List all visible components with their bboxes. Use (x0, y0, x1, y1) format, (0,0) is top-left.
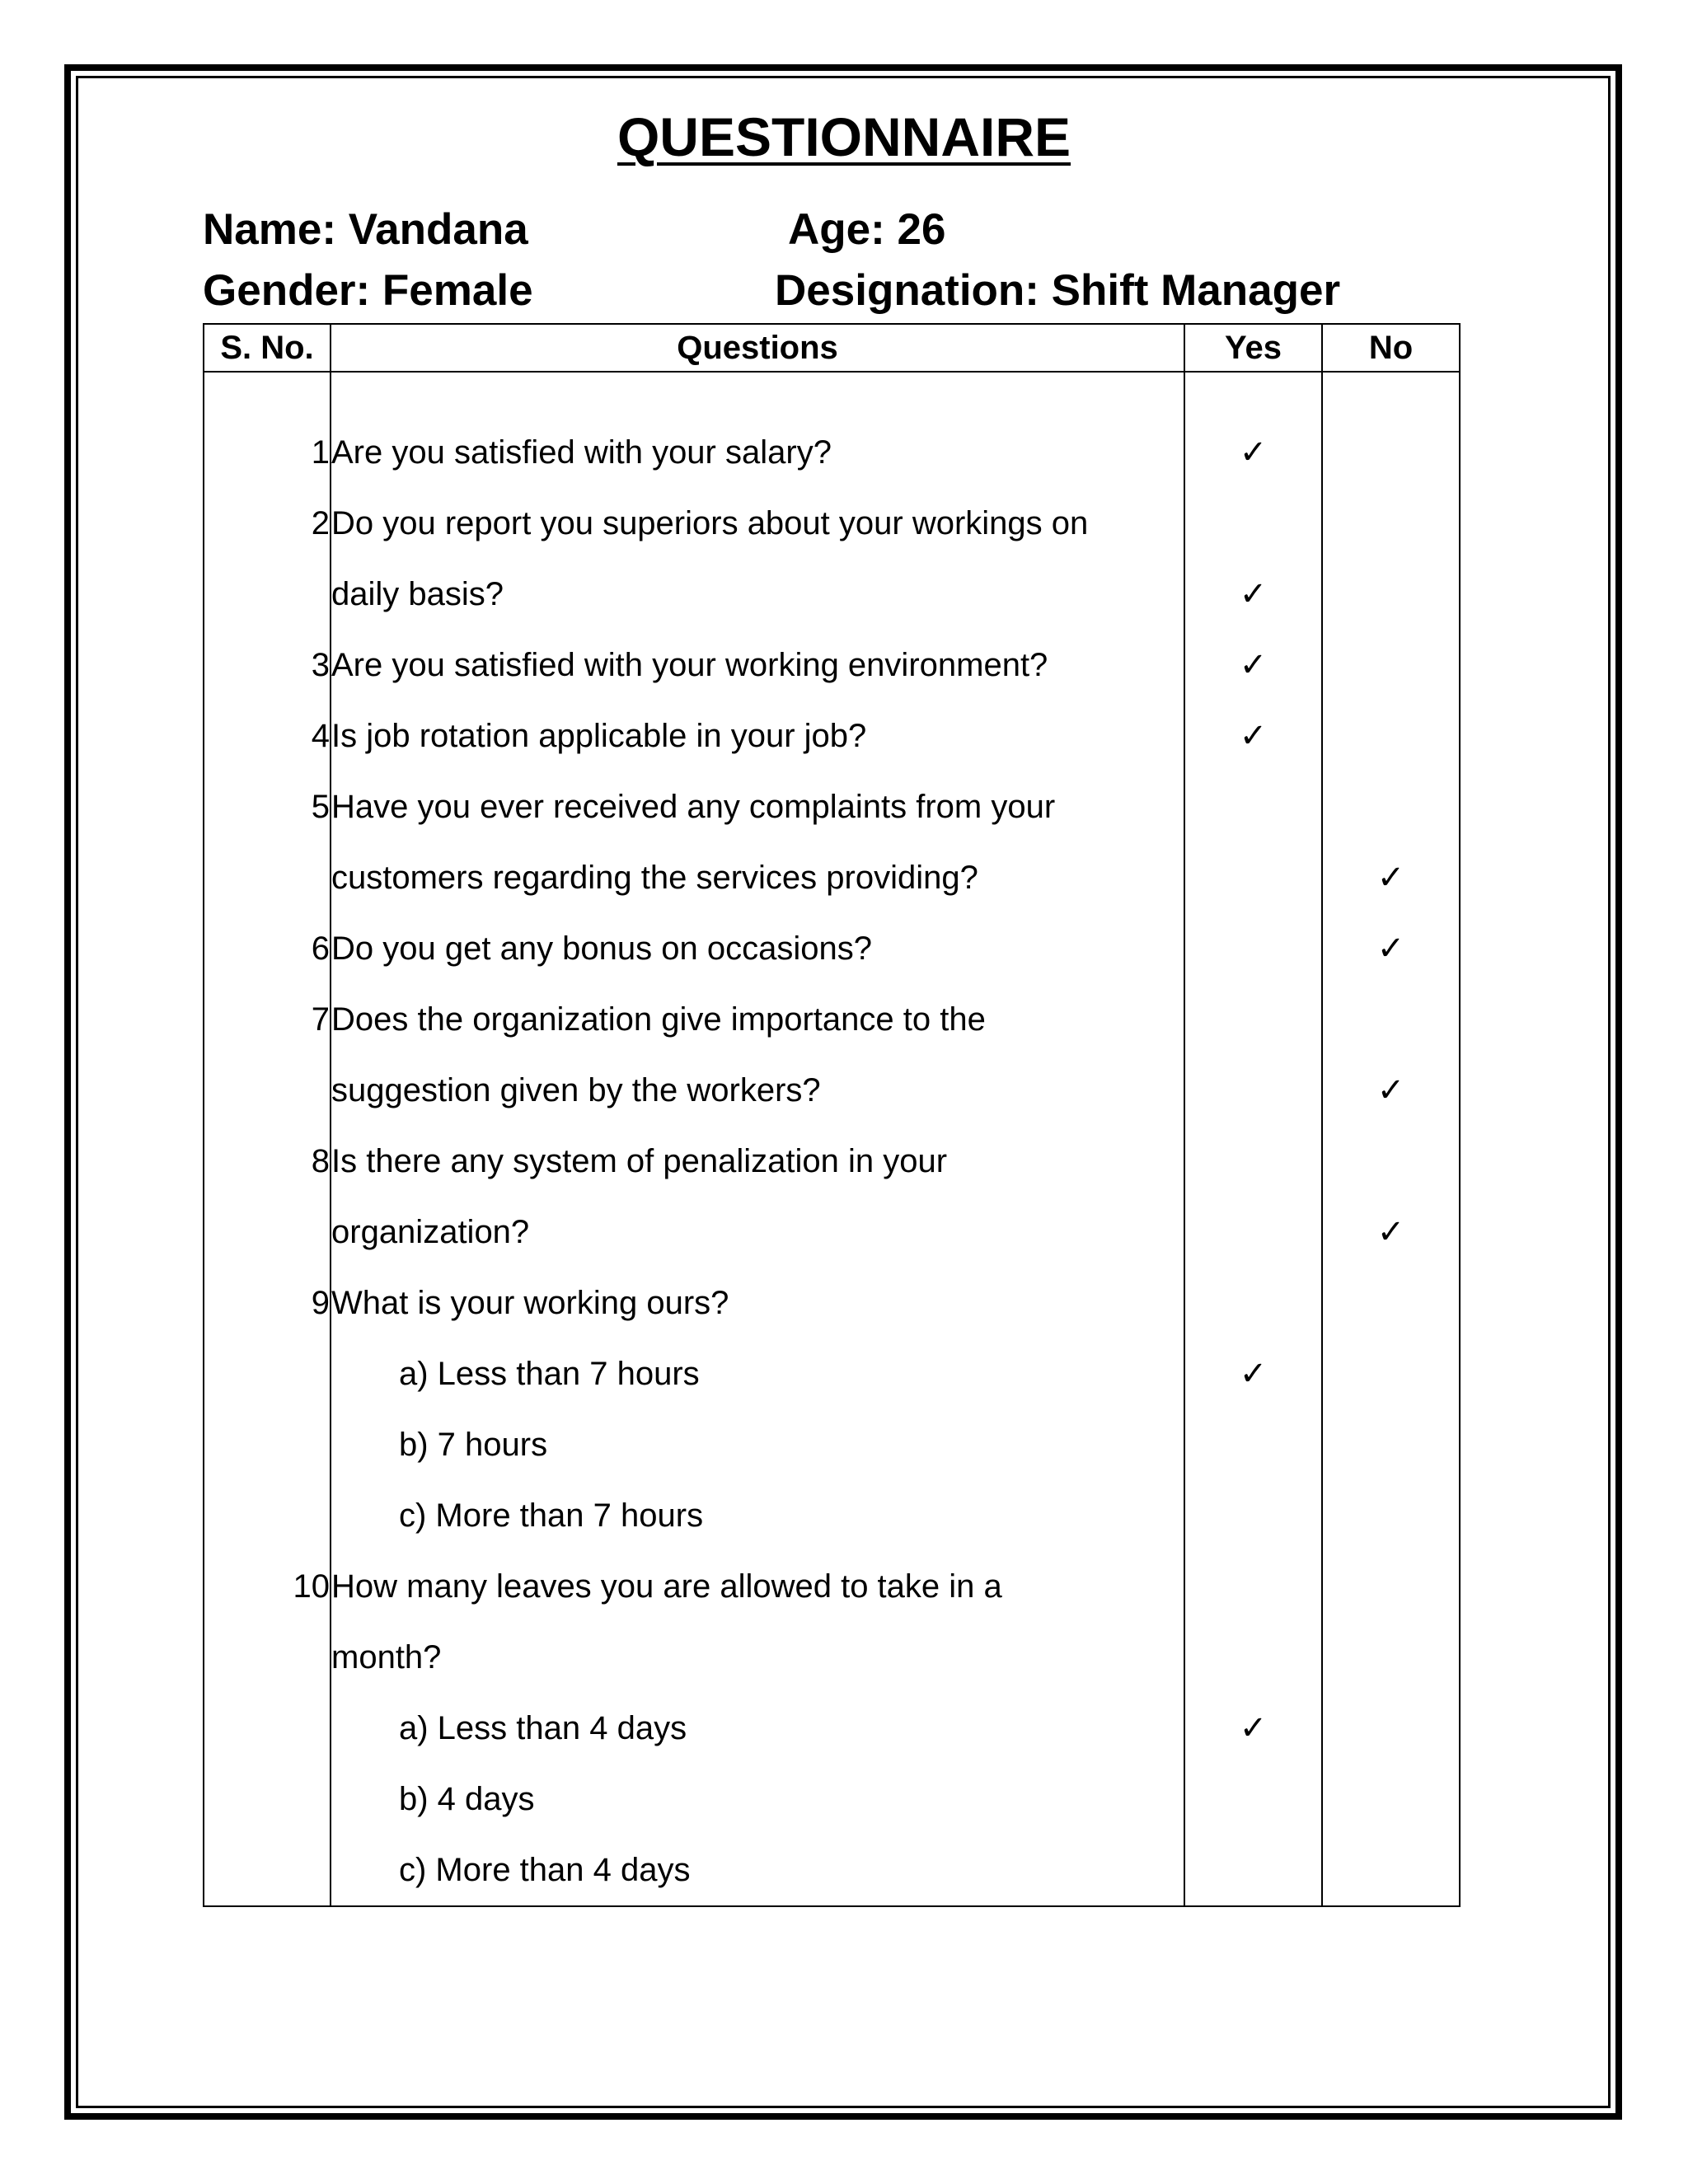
row-sno (204, 1055, 331, 1126)
table-row (204, 1197, 1460, 1268)
row-no-mark (1322, 1126, 1460, 1197)
row-sno: 5 (204, 771, 331, 842)
row-question-text: Have you ever received any complaints from your (331, 771, 1184, 842)
page-title: QUESTIONNAIRE (617, 106, 1071, 167)
table-row (204, 771, 1460, 842)
row-option-text: b) 7 hours (331, 1409, 1184, 1480)
row-question-text: Do you get any bonus on occasions? (331, 913, 1184, 984)
row-sno (204, 1764, 331, 1835)
row-sno (204, 1480, 331, 1551)
row-sno (204, 1835, 331, 1906)
row-question-text: suggestion given by the workers? (331, 1055, 1184, 1126)
row-no-mark (1322, 701, 1460, 771)
row-no-mark: ✓ (1322, 1055, 1460, 1126)
respondent-age: Age: 26 (788, 205, 946, 254)
row-question-text: organization? (331, 1197, 1184, 1268)
row-sno (204, 1693, 331, 1764)
row-no-mark (1322, 1622, 1460, 1693)
table-row (204, 417, 1460, 488)
row-sno (204, 1338, 331, 1409)
row-no-mark (1322, 771, 1460, 842)
row-no-mark (1322, 630, 1460, 701)
table-row (204, 1268, 1460, 1338)
row-question-text: Does the organization give importance to the (331, 984, 1184, 1055)
row-sno: 3 (204, 630, 331, 701)
table-row (204, 1409, 1460, 1480)
row-yes-mark: ✓ (1184, 701, 1322, 771)
row-sno (204, 1409, 331, 1480)
row-option-text: a) Less than 4 days (331, 1693, 1184, 1764)
row-sno (204, 559, 331, 630)
table-row (204, 1055, 1460, 1126)
row-sno: 4 (204, 701, 331, 771)
row-no-mark (1322, 417, 1460, 488)
row-no-mark (1322, 1338, 1460, 1409)
row-no-mark (1322, 488, 1460, 559)
row-question-text: Are you satisfied with your salary? (331, 417, 1184, 488)
questionnaire-table (203, 323, 1461, 1907)
row-question-text: What is your working ours? (331, 1268, 1184, 1338)
row-sno (204, 1622, 331, 1693)
row-no-mark (1322, 559, 1460, 630)
row-yes-mark (1184, 1197, 1322, 1268)
row-sno: 9 (204, 1268, 331, 1338)
row-question-text: Is job rotation applicable in your job? (331, 701, 1184, 771)
row-sno: 2 (204, 488, 331, 559)
row-yes-mark: ✓ (1184, 630, 1322, 701)
table-spacer-row (204, 372, 1460, 417)
table-row (204, 842, 1460, 913)
table-row (204, 1338, 1460, 1409)
table-row (204, 1764, 1460, 1835)
row-no-mark (1322, 1268, 1460, 1338)
table-row (204, 559, 1460, 630)
row-sno: 7 (204, 984, 331, 1055)
row-yes-mark: ✓ (1184, 417, 1322, 488)
row-question-text: Is there any system of penalization in your (331, 1126, 1184, 1197)
row-yes-mark (1184, 1126, 1322, 1197)
table-row (204, 1835, 1460, 1906)
row-no-mark: ✓ (1322, 842, 1460, 913)
table-header-row (204, 324, 1460, 372)
row-sno: 6 (204, 913, 331, 984)
row-yes-mark (1184, 1764, 1322, 1835)
header-sno: S. No. (204, 324, 331, 372)
row-yes-mark (1184, 842, 1322, 913)
row-yes-mark (1184, 1409, 1322, 1480)
row-question-text: daily basis? (331, 559, 1184, 630)
table-row (204, 1693, 1460, 1764)
header-yes: Yes (1184, 324, 1322, 372)
row-option-text: c) More than 7 hours (331, 1480, 1184, 1551)
row-no-mark: ✓ (1322, 913, 1460, 984)
table-body (204, 372, 1460, 1906)
row-question-text: Do you report you superiors about your workings on (331, 488, 1184, 559)
table-row (204, 1480, 1460, 1551)
row-no-mark (1322, 1409, 1460, 1480)
row-no-mark (1322, 1551, 1460, 1622)
row-option-text: c) More than 4 days (331, 1835, 1184, 1906)
row-yes-mark: ✓ (1184, 1693, 1322, 1764)
table-row (204, 913, 1460, 984)
table-row (204, 1622, 1460, 1693)
row-option-text: b) 4 days (331, 1764, 1184, 1835)
row-no-mark (1322, 1693, 1460, 1764)
row-yes-mark: ✓ (1184, 1338, 1322, 1409)
header-no: No (1322, 324, 1460, 372)
row-yes-mark (1184, 488, 1322, 559)
row-yes-mark (1184, 1835, 1322, 1906)
row-yes-mark (1184, 984, 1322, 1055)
row-question-text: Are you satisfied with your working environment? (331, 630, 1184, 701)
row-yes-mark (1184, 1551, 1322, 1622)
row-no-mark (1322, 1835, 1460, 1906)
row-sno: 8 (204, 1126, 331, 1197)
row-yes-mark (1184, 1480, 1322, 1551)
table-row (204, 984, 1460, 1055)
table-row (204, 488, 1460, 559)
header-questions: Questions (331, 324, 1184, 372)
row-option-text: a) Less than 7 hours (331, 1338, 1184, 1409)
respondent-designation: Designation: Shift Manager (775, 266, 1341, 315)
table-row (204, 1551, 1460, 1622)
row-yes-mark: ✓ (1184, 559, 1322, 630)
table-row (204, 701, 1460, 771)
row-yes-mark (1184, 1622, 1322, 1693)
row-sno (204, 1197, 331, 1268)
row-yes-mark (1184, 1268, 1322, 1338)
table-row (204, 1126, 1460, 1197)
respondent-name: Name: Vandana (203, 205, 528, 254)
row-question-text: How many leaves you are allowed to take in a (331, 1551, 1184, 1622)
row-yes-mark (1184, 1055, 1322, 1126)
respondent-gender: Gender: Female (203, 266, 533, 315)
row-sno: 1 (204, 417, 331, 488)
row-yes-mark (1184, 771, 1322, 842)
row-no-mark (1322, 1764, 1460, 1835)
row-question-text: customers regarding the services providing? (331, 842, 1184, 913)
row-question-text: month? (331, 1622, 1184, 1693)
row-yes-mark (1184, 913, 1322, 984)
row-no-mark (1322, 1480, 1460, 1551)
row-no-mark: ✓ (1322, 1197, 1460, 1268)
row-sno: 10 (204, 1551, 331, 1622)
row-no-mark (1322, 984, 1460, 1055)
table-row (204, 630, 1460, 701)
row-sno (204, 842, 331, 913)
